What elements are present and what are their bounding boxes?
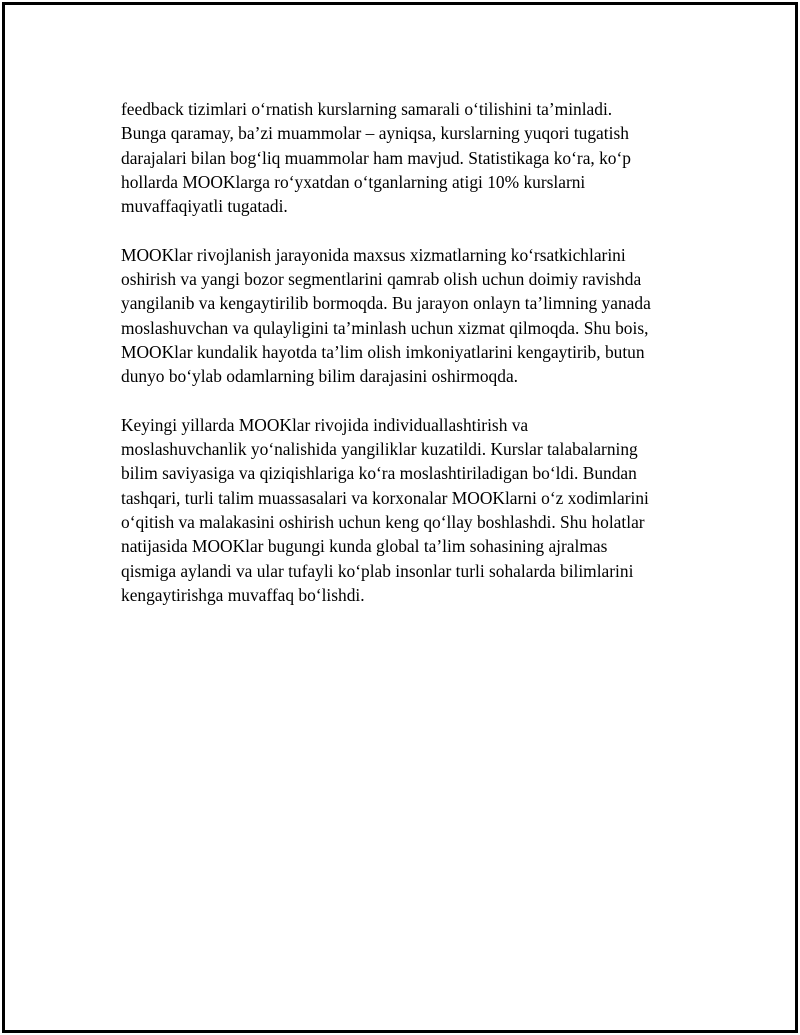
document-page xyxy=(2,2,798,1033)
paragraph-completion-rates: feedback tizimlari oʻrnatish kurslarning samarali oʻtilishini taʼminladi. Bunga qaramay, baʼzi muammolar – ayniqsa, kurslarning yuqori tugatish darajalari bilan bogʻliq muammolar ham mavjud. Statistikaga koʻra, koʻp hollarda MOOKlarga roʻyxatdan oʻtganlarning atigi 10% kurslarni muvaffaqiyatli tugatadi. xyxy=(121,99,631,217)
paragraph-mook-development: MOOKlar rivojlanish jarayonida maxsus xizmatlarning koʻrsatkichlarini oshirish va yangi bozor segmentlarini qamrab olish uchun doimiy ravishda yangilanib va kengaytirilib bormoqda. Bu jarayon onlayn taʼlimning yanada moslashuvchan va qulayligini taʼminlash uchun xizmat qilmoqda. Shu bois, MOOKlar kundalik hayotda taʼlim olish imkoniyatlarini kengaytirib, butun dunyo boʻylab odamlarning bilim darajasini oshirmoqda. xyxy=(121,244,651,387)
document-body xyxy=(121,97,681,632)
paragraph-personalization: Keyingi yillarda MOOKlar rivojida individuallashtirish va moslashuvchanlik yoʻnalishida yangiliklar kuzatildi. Kurslar talabalarning bilim saviyasiga va qiziqishlariga koʻra moslashtiriladigan boʻldi. Bundan tashqari, turli talim muassasalari va korxonalar MOOKlarni oʻz xodimlarini oʻqitish va malakasini oshirish uchun keng qoʻllay boshlashdi. Shu holatlar natijasida MOOKlar bugungi kunda global taʼlim sohasining ajralmas qismiga aylandi va ular tufayli koʻplab insonlar turli sohalarda bilimlarini kengaytirishga muvaffaq boʻlishdi. xyxy=(121,414,649,605)
